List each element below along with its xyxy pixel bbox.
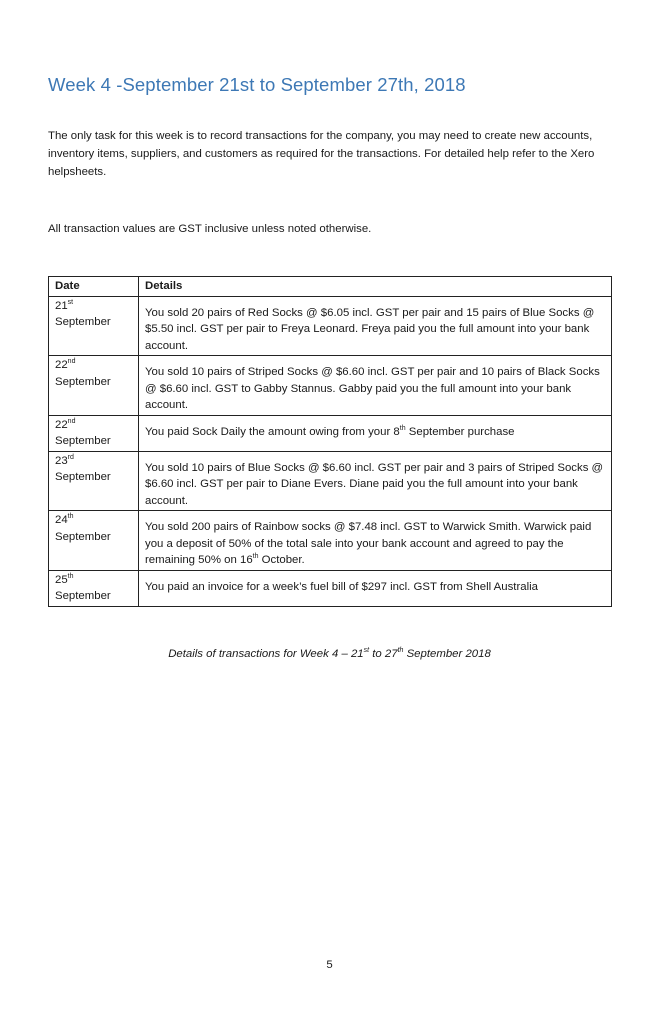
date-day: 22	[55, 359, 68, 371]
date-cell	[49, 511, 139, 571]
table-row	[49, 415, 612, 451]
table-row	[49, 511, 612, 571]
date-ordinal-suffix: nd	[67, 358, 76, 366]
date-month: September	[55, 435, 111, 447]
date-month: September	[55, 375, 111, 388]
table-body	[49, 296, 612, 606]
date-cell	[49, 451, 139, 511]
text-run: to 27	[369, 648, 398, 660]
date-month: September	[55, 316, 111, 328]
date-cell	[49, 296, 139, 356]
table-row	[49, 570, 612, 606]
text-run: Details of transactions for Week 4 – 21	[168, 648, 364, 660]
transactions-table	[48, 276, 612, 607]
details-cell	[139, 570, 612, 606]
details-column-header: Details	[139, 277, 612, 297]
page-number: 5	[326, 959, 333, 971]
text-run: You sold 200 pairs of Rainbow socks @ $7.48 incl. GST to Warwick Smith. Warwick paid you a deposit of 50% of the total sale into your bank account and agreed to pay the remaining 50% on 16	[145, 521, 592, 566]
gst-note: All transaction values are GST inclusive unless noted otherwise.	[48, 223, 372, 235]
date-month: September	[55, 471, 111, 483]
date-cell	[49, 356, 139, 416]
text-run: You sold 10 pairs of Blue Socks @ $6.60 incl. GST per pair and 3 pairs of Striped Socks @ $6.60 incl. GST per pair to Diane Evers. Diane paid you the full amount into your bank account.	[145, 461, 604, 507]
table-row	[49, 451, 612, 511]
date-month: September	[55, 590, 111, 602]
date-day: 21	[55, 299, 68, 312]
details-cell	[139, 451, 612, 511]
date-column-header: Date	[49, 277, 139, 297]
details-cell	[139, 296, 612, 356]
page-title: Week 4 -September 21st to September 27th, 2018	[48, 74, 466, 95]
text-run: September 2018	[403, 648, 491, 660]
superscript-suffix: th	[397, 647, 404, 655]
date-day: 23	[55, 454, 68, 467]
superscript-suffix: th	[399, 424, 406, 432]
text-run: You sold 10 pairs of Striped Socks @ $6.60 incl. GST per pair and 10 pairs of Black Socks @ $6.60 incl. GST to Gabby Stannus. Gabby paid you the full amount into your bank account.	[145, 366, 600, 411]
text-run: You sold 20 pairs of Red Socks @ $6.05 incl. GST per pair and 15 pairs of Blue Socks @ $5.50 incl. GST per pair to Freya Leonard. Freya paid you the full amount into your bank account.	[145, 306, 595, 352]
table-row	[49, 356, 612, 416]
superscript-suffix: st	[363, 647, 370, 655]
details-cell	[139, 511, 612, 571]
date-ordinal-suffix: st	[67, 298, 74, 306]
table-row	[49, 296, 612, 356]
date-day: 24	[55, 514, 68, 526]
date-ordinal-suffix: rd	[67, 453, 74, 461]
date-month: September	[55, 530, 111, 543]
intro-paragraph: The only task for this week is to record transactions for the company, you may need to create new accounts, inventory items, suppliers, and customers as required for the transactions. For detailed help refer to the Xero helpsheets.	[48, 130, 595, 178]
date-day: 22	[55, 418, 68, 431]
date-ordinal-suffix: th	[67, 572, 74, 580]
date-ordinal-suffix: th	[67, 513, 74, 521]
text-run: You paid Sock Daily the amount owing from your 8	[145, 425, 400, 438]
date-ordinal-suffix: nd	[67, 417, 76, 425]
details-cell	[139, 415, 612, 451]
table-header-row	[49, 277, 612, 297]
text-run: October.	[258, 554, 305, 566]
text-run: September purchase	[405, 425, 515, 438]
table-caption	[0, 648, 659, 660]
superscript-suffix: th	[252, 553, 259, 561]
details-cell	[139, 356, 612, 416]
date-cell	[49, 570, 139, 606]
text-run: You paid an invoice for a week’s fuel bill of $297 incl. GST from Shell Australia	[145, 580, 538, 593]
date-day: 25	[55, 573, 68, 586]
date-cell	[49, 415, 139, 451]
